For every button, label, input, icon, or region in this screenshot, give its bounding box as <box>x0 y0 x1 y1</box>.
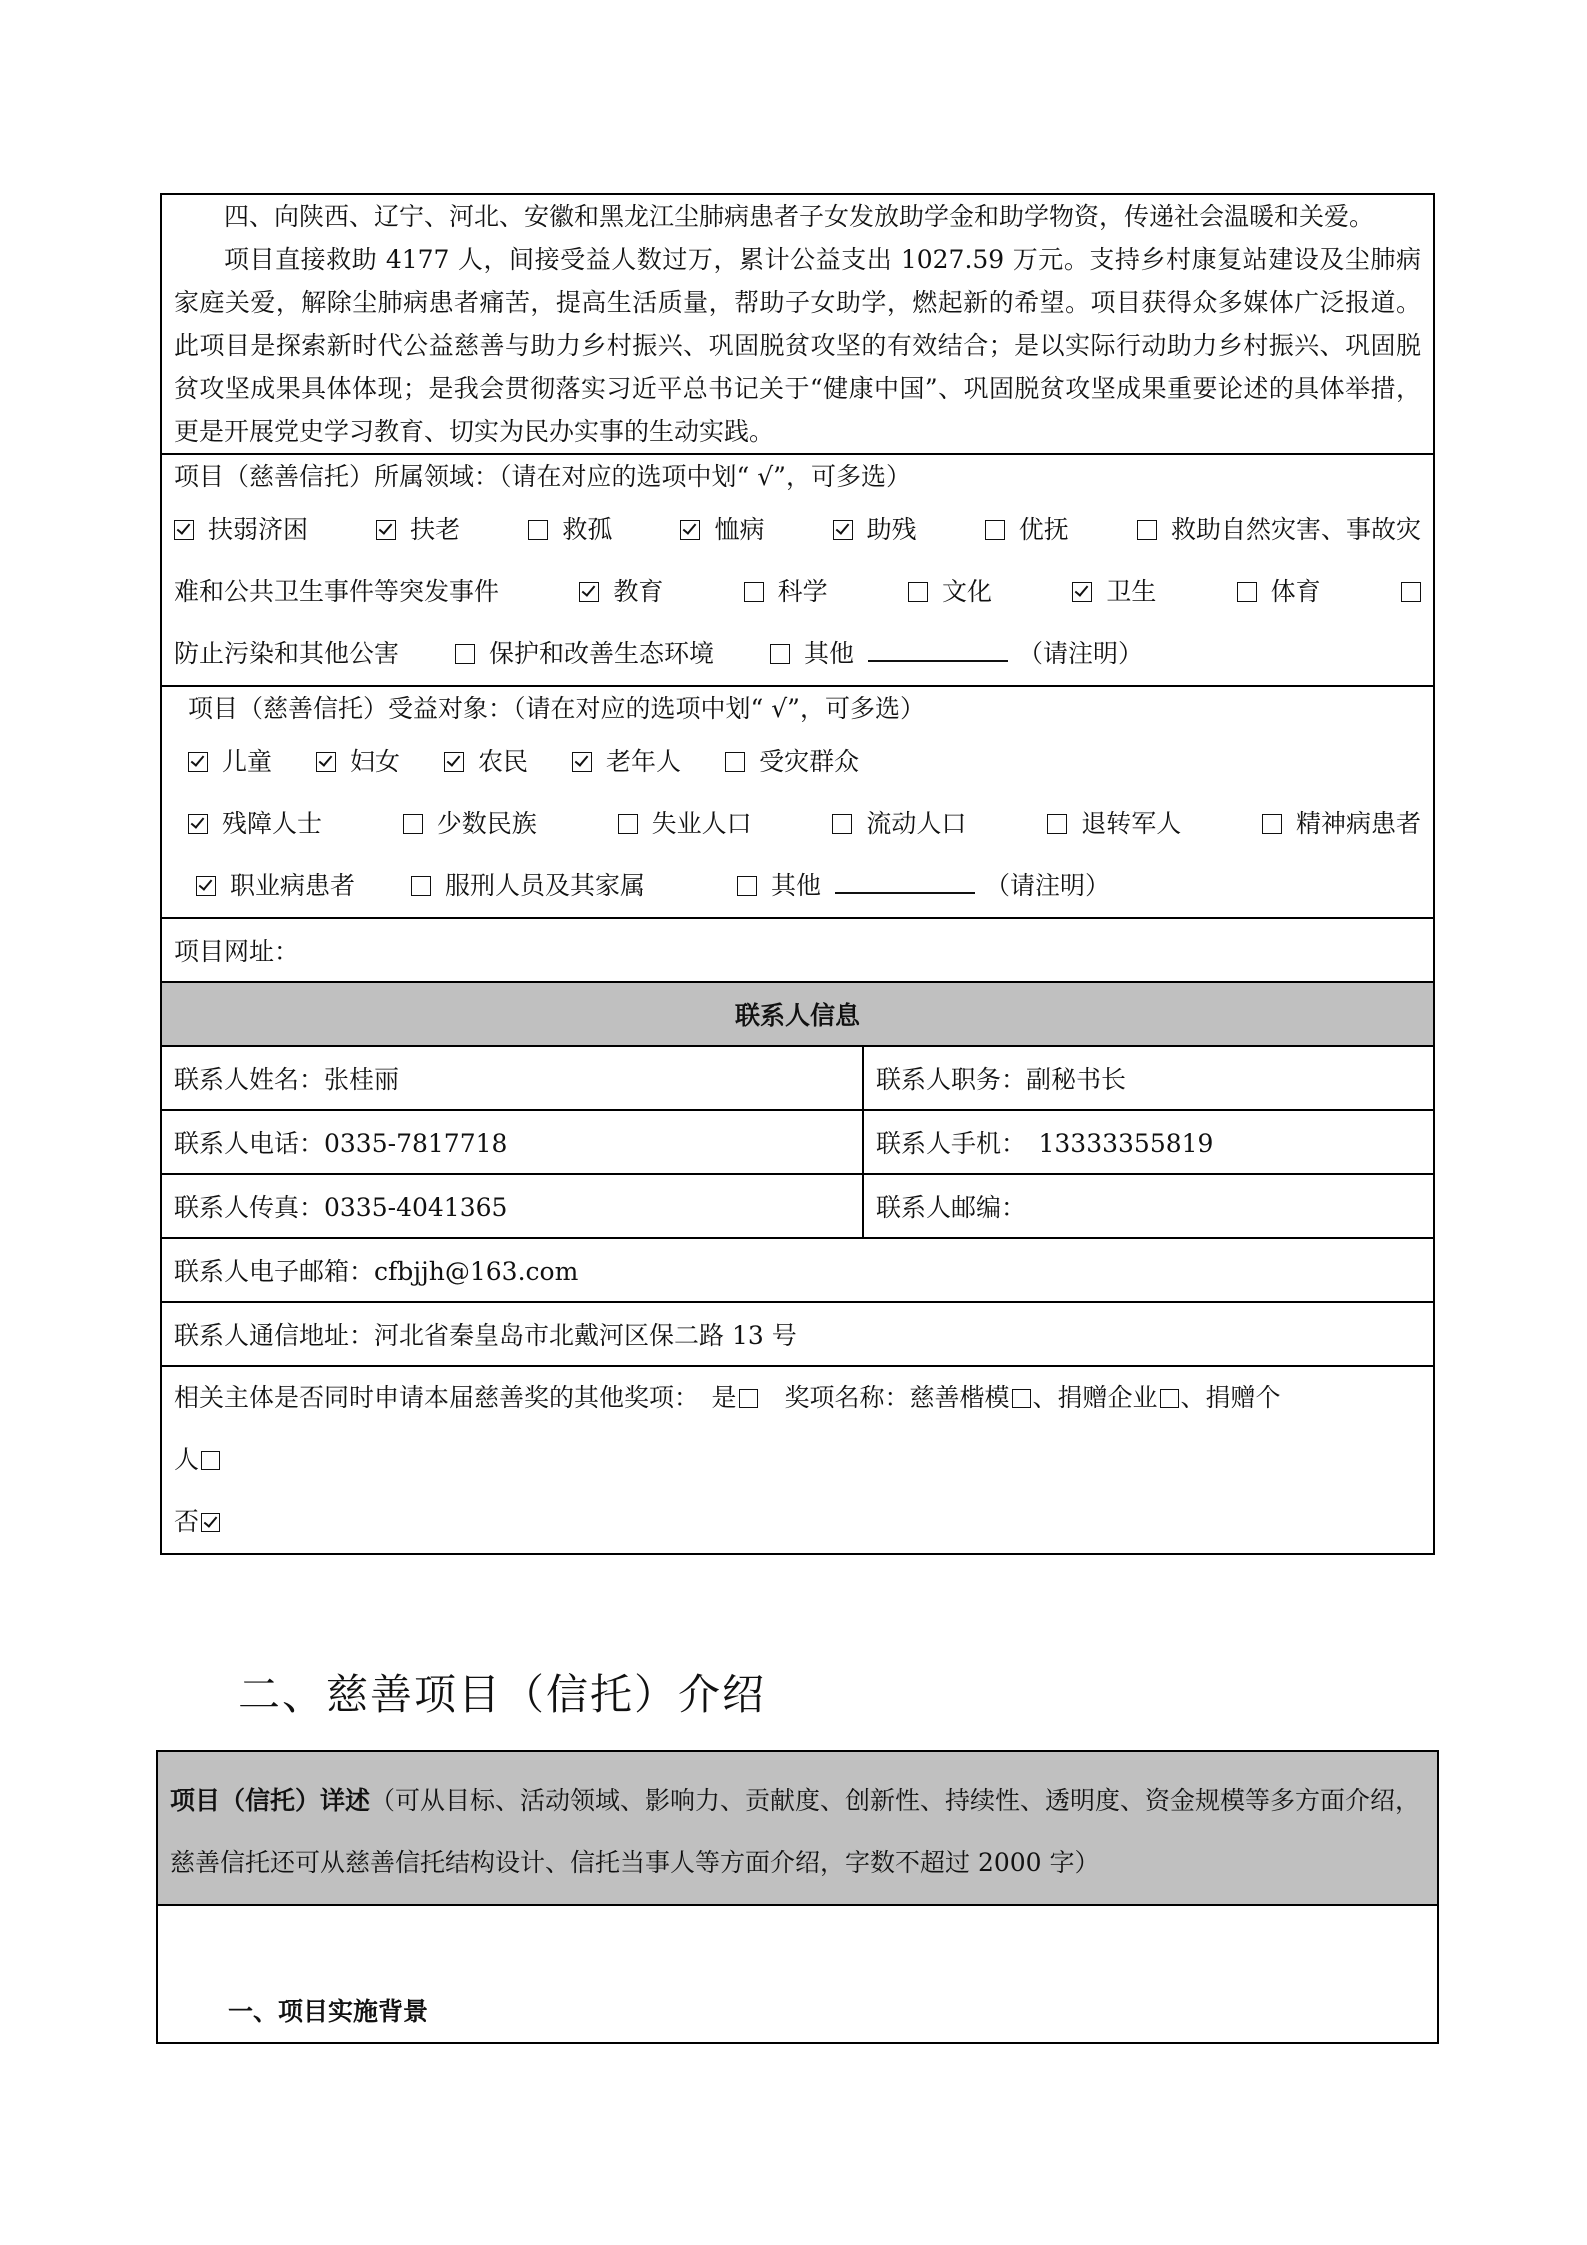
field-option[interactable]: 救助自然灾害、事故灾 <box>1137 499 1421 561</box>
project-detail-label: 项目（信托）详述 <box>170 1786 371 1815</box>
field-option[interactable]: 防止污染和其他公害 <box>174 639 400 668</box>
field-option[interactable]: 助残 <box>833 499 917 561</box>
field-option-continued: 难和公共卫生事件等突发事件 <box>174 577 500 606</box>
beneficiary-option[interactable]: 服刑人员及其家属 <box>411 855 645 917</box>
beneficiary-option[interactable]: 老年人 <box>572 731 681 793</box>
project-intro-cell <box>161 194 1434 454</box>
field-option[interactable]: 教育 <box>579 561 663 623</box>
project-detail-desc: （可从目标、活动领域、影响力、贡献度、创新性、持续性、透明度、资金规模等多方面介绍，慈善信托还可从慈善信托结构设计、信托当事人等方面介绍，字数不超过 2000 字） <box>170 1786 1421 1877</box>
beneficiary-option-other[interactable]: 其他 （请注明） <box>737 855 1110 917</box>
fields-line-3 <box>174 623 1421 685</box>
checkbox-icon[interactable] <box>1262 814 1282 834</box>
project-detail-header <box>157 1751 1438 1905</box>
project-website-field[interactable]: 项目网址： <box>161 918 1434 982</box>
checkbox-icon[interactable] <box>1137 520 1157 540</box>
checkbox-checked-icon[interactable] <box>376 520 396 540</box>
beneficiaries-question: 项目（慈善信托）受益对象：（请在对应的选项中划“ √”，可多选） <box>188 694 925 723</box>
field-option-other[interactable]: 其他 （请注明） <box>770 623 1143 685</box>
other-field-blank[interactable] <box>868 638 1008 662</box>
checkbox-icon[interactable] <box>744 582 764 602</box>
field-option[interactable]: 扶老 <box>376 499 460 561</box>
contact-mobile-field[interactable]: 联系人手机： 13333355819 <box>863 1110 1434 1174</box>
contact-address-field[interactable]: 联系人通信地址：河北省秦皇岛市北戴河区保二路 13 号 <box>161 1302 1434 1366</box>
checkbox-checked-icon[interactable] <box>579 582 599 602</box>
contact-title-field[interactable]: 联系人职务：副秘书长 <box>863 1046 1434 1110</box>
checkbox-checked-icon[interactable] <box>833 520 853 540</box>
checkbox-icon[interactable] <box>1401 582 1421 602</box>
checkbox-icon[interactable] <box>908 582 928 602</box>
checkbox-icon[interactable] <box>725 752 745 772</box>
beneficiary-option[interactable]: 失业人口 <box>618 793 752 855</box>
field-option[interactable]: 优抚 <box>985 499 1069 561</box>
body-heading: 一、项目实施背景 <box>228 1997 429 2026</box>
other-beneficiary-blank[interactable] <box>835 870 975 894</box>
checkbox-icon[interactable] <box>832 814 852 834</box>
contact-fax-field[interactable]: 联系人传真：0335-4041365 <box>161 1174 863 1238</box>
fields-cell <box>161 454 1434 686</box>
project-detail-body[interactable] <box>157 1905 1438 2043</box>
related-awards-line-3: 否 <box>174 1491 1421 1553</box>
contact-phone-field[interactable]: 联系人电话：0335-7817718 <box>161 1110 863 1174</box>
field-option[interactable]: 救孤 <box>528 499 612 561</box>
project-detail-table <box>156 1750 1439 2044</box>
checkbox-icon[interactable] <box>1237 582 1257 602</box>
section-title: 二、慈善项目（信托）介绍 <box>238 1670 767 1719</box>
related-awards-line-2: 人 <box>174 1429 1421 1491</box>
fields-line-2 <box>174 561 1421 623</box>
field-option[interactable]: 保护和改善生态环境 <box>455 623 714 685</box>
beneficiary-option[interactable]: 精神病患者 <box>1262 793 1421 855</box>
contact-postcode-field[interactable]: 联系人邮编： <box>863 1174 1434 1238</box>
field-option[interactable]: 卫生 <box>1072 561 1156 623</box>
checkbox-checked-icon[interactable] <box>174 520 194 540</box>
beneficiaries-line-1 <box>188 731 1421 793</box>
checkbox-checked-icon[interactable] <box>188 752 208 772</box>
beneficiaries-cell <box>161 686 1434 918</box>
checkbox-icon[interactable] <box>618 814 638 834</box>
related-awards-line-1: 相关主体是否同时申请本届慈善奖的其他奖项： 是 奖项名称：慈善楷模 、捐赠企业 、捐赠个 <box>174 1383 1281 1412</box>
checkbox-company-icon[interactable] <box>1160 1389 1179 1408</box>
intro-paragraph-2: 项目直接救助 4177 人，间接受益人数过万，累计公益支出 1027.59 万元。支持乡村康复站建设及尘肺病家庭关爱，解除尘肺病患者痛苦，提高生活质量，帮助子女助学，燃起新的希望。项目获得众多媒体广泛报道。此项目是探索新时代公益慈善与助力乡村振兴、巩固脱贫攻坚的有效结合；是以实际行动助力乡村振兴、巩固脱贫攻坚成果具体体现；是我会贯彻落实习近平总书记关于“健康中国”、巩固脱贫攻坚成果重要论述的具体举措，更是开展党史学习教育、切实为民办实事的生动实践。 <box>174 245 1421 446</box>
checkbox-checked-icon[interactable] <box>316 752 336 772</box>
field-option[interactable]: 恤病 <box>680 499 764 561</box>
checkbox-yes-icon[interactable] <box>739 1389 758 1408</box>
checkbox-icon[interactable] <box>403 814 423 834</box>
checkbox-icon[interactable] <box>455 644 475 664</box>
intro-paragraph-1: 四、向陕西、辽宁、河北、安徽和黑龙江尘肺病患者子女发放助学金和助学物资，传递社会温暖和关爱。 <box>224 202 1375 231</box>
fields-line-1 <box>174 499 1421 561</box>
field-option[interactable] <box>1401 561 1421 623</box>
checkbox-no-checked-icon[interactable] <box>201 1513 220 1532</box>
checkbox-checked-icon[interactable] <box>196 876 216 896</box>
beneficiary-option[interactable]: 残障人士 <box>188 793 322 855</box>
application-form-table <box>160 193 1435 1555</box>
field-option[interactable]: 体育 <box>1237 561 1321 623</box>
checkbox-checked-icon[interactable] <box>188 814 208 834</box>
beneficiaries-line-3 <box>188 855 1421 917</box>
field-option[interactable]: 文化 <box>908 561 992 623</box>
contact-name-field[interactable]: 联系人姓名：张桂丽 <box>161 1046 863 1110</box>
fields-question: 项目（慈善信托）所属领域：（请在对应的选项中划“ √”，可多选） <box>174 462 911 491</box>
beneficiary-option[interactable]: 少数民族 <box>403 793 537 855</box>
beneficiary-option[interactable]: 流动人口 <box>832 793 966 855</box>
checkbox-checked-icon[interactable] <box>680 520 700 540</box>
contact-header: 联系人信息 <box>161 982 1434 1046</box>
beneficiary-option[interactable]: 农民 <box>444 731 528 793</box>
related-awards-cell <box>161 1366 1434 1554</box>
checkbox-icon[interactable] <box>737 876 757 896</box>
checkbox-icon[interactable] <box>411 876 431 896</box>
checkbox-model-icon[interactable] <box>1012 1389 1031 1408</box>
checkbox-icon[interactable] <box>770 644 790 664</box>
contact-email-field[interactable]: 联系人电子邮箱：cfbjjh@163.com <box>161 1238 1434 1302</box>
checkbox-icon[interactable] <box>985 520 1005 540</box>
checkbox-icon[interactable] <box>1047 814 1067 834</box>
beneficiary-option[interactable]: 受灾群众 <box>725 731 859 793</box>
beneficiaries-line-2 <box>188 793 1421 855</box>
checkbox-checked-icon[interactable] <box>572 752 592 772</box>
checkbox-icon[interactable] <box>528 520 548 540</box>
beneficiary-option[interactable]: 退转军人 <box>1047 793 1181 855</box>
beneficiary-option[interactable]: 妇女 <box>316 731 400 793</box>
checkbox-checked-icon[interactable] <box>444 752 464 772</box>
checkbox-person-icon[interactable] <box>201 1451 220 1470</box>
checkbox-checked-icon[interactable] <box>1072 582 1092 602</box>
field-option[interactable]: 科学 <box>744 561 828 623</box>
beneficiary-option[interactable]: 职业病患者 <box>196 855 355 917</box>
field-option[interactable]: 扶弱济困 <box>174 499 308 561</box>
beneficiary-option[interactable]: 儿童 <box>188 731 272 793</box>
